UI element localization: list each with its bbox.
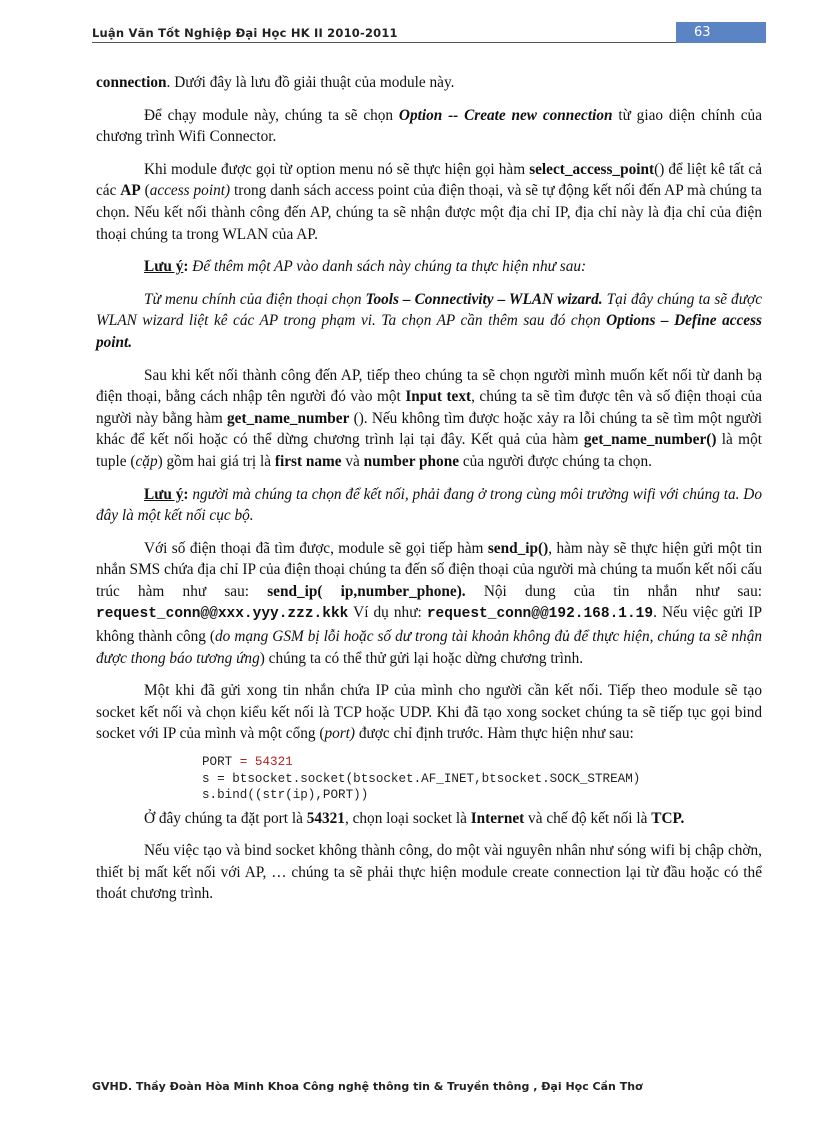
text: Nếu việc tạo và bind socket không thành công, do một vài nguyên nhân như sóng wifi bị chập chờn, thiết bị mất kết nối với AP, … chúng ta sẽ phải thực hiện module create connection lại từ đầu hoặc có thể thoát chương trình. <box>96 842 762 903</box>
code-number: 54321 <box>247 755 293 770</box>
function-name: get_name_number <box>227 409 350 427</box>
paragraph-3 <box>96 159 762 245</box>
function-signature: send_ip( ip,number_phone). <box>267 582 466 600</box>
code-line-3: s.bind((str(ip),PORT)) <box>202 788 369 803</box>
bold-term: connection <box>96 74 167 91</box>
paragraph-2 <box>96 105 762 148</box>
text: Với số điện thoại đã tìm được, module sẽ gọi tiếp hàm <box>144 539 488 557</box>
page-number: 63 <box>676 22 766 43</box>
text: và <box>341 452 364 470</box>
function-name: get_name_number() <box>583 431 717 449</box>
text: ) chúng ta có thể thử gửi lại hoặc dừng chương trình. <box>259 649 584 667</box>
paragraph-10 <box>96 808 762 830</box>
text: (). Nếu không tìm được hoặc xảy ra lỗi chúng ta sẽ tìm một người khác để kết nối hoặc có thể dừng chương trình lại tại đây. Kết quả của hàm <box>96 409 762 449</box>
text: , chúng ta sẽ tìm được tên và số điện thoại của người này bằng hàm <box>96 388 762 427</box>
bold-term: AP <box>120 182 141 200</box>
message-example: request_conn@@192.168.1.19 <box>426 606 654 623</box>
text: . Nếu việc gửi IP không thành công ( <box>96 604 763 646</box>
code-token: PORT <box>202 755 240 770</box>
code-block <box>202 754 762 804</box>
menu-path: Tools – Connectivity – WLAN wizard. <box>365 290 603 308</box>
paragraph-5 <box>96 289 762 354</box>
text: là một tuple ( <box>96 431 762 470</box>
italic-term: cặp <box>135 452 158 470</box>
text: của người được chúng ta chọn. <box>459 452 652 470</box>
note-colon: : <box>183 258 189 276</box>
text: Nội dung của tin nhắn như sau: <box>465 582 762 600</box>
text: và chế độ kết nối là <box>524 809 652 827</box>
text: Sau khi kết nối thành công đến AP, tiếp theo chúng ta sẽ chọn người mình muốn kết nối từ danh bạ điện thoại, bằng cách nhập tên người đó vào một <box>96 366 762 406</box>
text: () để liệt kê tất cả các <box>96 160 763 200</box>
text: ) gồm hai giá trị là <box>157 452 275 470</box>
italic-term: port) <box>324 725 356 743</box>
text: Để chạy module này, chúng ta sẽ chọn <box>144 106 399 124</box>
bold-term: number phone <box>363 452 460 470</box>
text: , chọn loại socket là <box>344 809 471 827</box>
header-rule <box>92 42 676 43</box>
menu-path: Options – Define access point. <box>96 312 762 351</box>
text: , hàm này sẽ thực hiện gửi một tin nhắn SMS chứa địa chỉ IP của điện thoại chúng ta đến số điện thoại của người mà chúng ta muốn kết nối cấu trúc hàm như sau: <box>96 539 762 600</box>
header-title: Luận Văn Tốt Nghiệp Đại Học HK II 2010-2011 <box>92 26 398 40</box>
text: Ở đây chúng ta đặt port là <box>144 809 307 827</box>
paragraph-9 <box>96 680 762 745</box>
text: Một khi đã gửi xong tin nhắn chứa IP của mình cho người cần kết nối. Tiếp theo module sẽ tạo socket kết nối và chọn kiểu kết nối là TCP hoặc UDP. Khi đã tạo xong socket chúng ta sẽ tiếp tục gọi bind socket với IP của mình và một cổng ( <box>96 682 762 743</box>
italic-term: access point) <box>149 182 231 200</box>
text: ( <box>140 182 150 200</box>
note-text: người mà chúng ta chọn để kết nối, phải đang ở trong cùng môi trường wifi với chúng ta. Do đây là một kết nối cục bộ. <box>96 485 762 525</box>
paragraph-8 <box>96 538 762 670</box>
bold-term: Input text <box>405 388 472 406</box>
page-footer: GVHD. Thầy Đoàn Hòa Minh Khoa Công nghệ thông tin & Truyền thông , Đại Học Cần Thơ <box>92 1080 643 1093</box>
note-colon: : <box>183 485 189 503</box>
page-header <box>92 22 766 46</box>
text: . Dưới đây là lưu đồ giải thuật của module này. <box>166 74 455 91</box>
bold-term: Internet <box>470 809 525 827</box>
text: Từ menu chính của điện thoại chọn <box>144 290 366 308</box>
message-format: request_conn@@xxx.yyy.zzz.kkk <box>96 606 349 623</box>
menu-path: Option -- Create new connection <box>398 106 613 124</box>
note-1 <box>96 256 762 278</box>
bold-term: first name <box>274 452 342 470</box>
text: từ giao diện chính của chương trình Wifi Connector. <box>96 106 762 146</box>
note-label: Lưu ý <box>144 258 184 276</box>
note-text: Để thêm một AP vào danh sách này chúng ta thực hiện như sau: <box>188 258 587 276</box>
paragraph-6 <box>96 365 762 473</box>
code-line-1 <box>202 754 762 771</box>
text: Khi module được gọi từ option menu nó sẽ thực hiện gọi hàm <box>144 160 530 178</box>
text: trong danh sách access point của điện thoại, và sẽ tự động kết nối đến AP mà chúng ta chọn. Nếu kết nối thành công đến AP, chúng ta sẽ nhận được một địa chỉ IP, địa chỉ này là địa chỉ của điện thoại chúng ta trong WLAN của AP. <box>96 182 762 243</box>
document-body <box>96 72 762 916</box>
note-2 <box>96 484 762 527</box>
note-label: Lưu ý <box>144 485 184 503</box>
text: Ví dụ như: <box>348 604 427 622</box>
bold-term: 54321 <box>306 809 345 827</box>
code-operator: = <box>239 755 248 770</box>
code-line-2: s = btsocket.socket(btsocket.AF_INET,btsocket.SOCK_STREAM) <box>202 771 641 786</box>
bold-term: TCP. <box>651 809 685 827</box>
function-name: select_access_point <box>529 160 655 178</box>
function-name: send_ip() <box>487 539 549 557</box>
text: Tại đây chúng ta sẽ được WLAN wizard liệt kê các AP trong phạm vi. Ta chọn AP cần thêm sau đó chọn <box>96 290 763 330</box>
paragraph-11 <box>96 840 762 905</box>
text: được chỉ định trước. Hàm thực hiện như sau: <box>355 725 634 743</box>
paragraph-1 <box>96 72 762 94</box>
italic-term: do mạng GSM bị lỗi hoặc số dư trong tài khoản không đủ để thực hiện, chúng ta sẽ nhận được thong báo tương ứng <box>96 628 762 667</box>
